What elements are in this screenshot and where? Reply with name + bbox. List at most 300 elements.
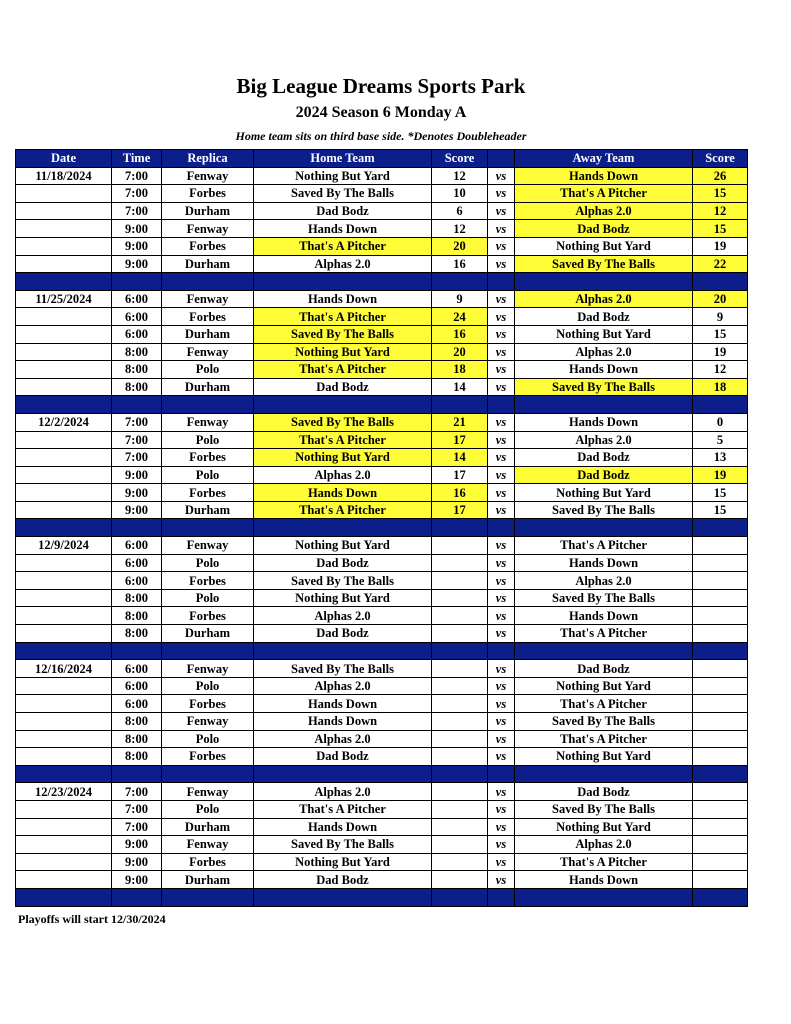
away-team: That's A Pitcher (515, 625, 693, 643)
away-score (693, 836, 748, 854)
home-team: Saved By The Balls (254, 836, 432, 854)
away-score: 15 (693, 325, 748, 343)
home-team: Dad Bodz (254, 378, 432, 396)
home-score: 12 (432, 167, 488, 185)
game-replica-field: Polo (162, 466, 254, 484)
vs-label: vs (488, 713, 515, 731)
game-replica-field: Fenway (162, 713, 254, 731)
game-time: 7:00 (112, 800, 162, 818)
separator-cell (693, 273, 748, 291)
home-team: Hands Down (254, 290, 432, 308)
game-date (16, 361, 112, 379)
home-team: That's A Pitcher (254, 431, 432, 449)
game-date (16, 202, 112, 220)
game-row (16, 713, 748, 731)
game-row (16, 290, 748, 308)
separator-cell (254, 273, 432, 291)
vs-label: vs (488, 818, 515, 836)
separator-cell (254, 765, 432, 783)
separator-cell (515, 519, 693, 537)
home-team: That's A Pitcher (254, 308, 432, 326)
game-row (16, 484, 748, 502)
home-team: Hands Down (254, 713, 432, 731)
home-team: Alphas 2.0 (254, 677, 432, 695)
game-row (16, 466, 748, 484)
home-team: Nothing But Yard (254, 343, 432, 361)
game-replica-field: Polo (162, 361, 254, 379)
separator-cell (488, 765, 515, 783)
game-date (16, 378, 112, 396)
vs-label: vs (488, 237, 515, 255)
away-score: 5 (693, 431, 748, 449)
game-row (16, 818, 748, 836)
separator-cell (693, 642, 748, 660)
game-row (16, 554, 748, 572)
game-time: 6:00 (112, 695, 162, 713)
separator-cell (693, 888, 748, 906)
separator-cell (112, 273, 162, 291)
vs-label: vs (488, 484, 515, 502)
col-time-header: Time (112, 150, 162, 168)
game-time: 8:00 (112, 748, 162, 766)
separator-cell (162, 519, 254, 537)
game-date (16, 466, 112, 484)
away-team: Alphas 2.0 (515, 572, 693, 590)
vs-label: vs (488, 660, 515, 678)
separator-cell (432, 765, 488, 783)
game-replica-field: Durham (162, 501, 254, 519)
vs-label: vs (488, 167, 515, 185)
game-time: 9:00 (112, 501, 162, 519)
away-score (693, 713, 748, 731)
separator-cell (112, 396, 162, 414)
away-score: 26 (693, 167, 748, 185)
game-replica-field: Polo (162, 589, 254, 607)
home-score (432, 748, 488, 766)
game-date (16, 431, 112, 449)
separator-cell (162, 642, 254, 660)
game-row (16, 449, 748, 467)
game-replica-field: Fenway (162, 220, 254, 238)
home-score (432, 800, 488, 818)
away-score: 9 (693, 308, 748, 326)
game-row (16, 202, 748, 220)
home-score: 16 (432, 484, 488, 502)
away-score: 18 (693, 378, 748, 396)
home-team: Saved By The Balls (254, 660, 432, 678)
game-time: 9:00 (112, 220, 162, 238)
vs-label: vs (488, 800, 515, 818)
home-score: 12 (432, 220, 488, 238)
separator-cell (693, 396, 748, 414)
separator-cell (254, 519, 432, 537)
week-separator (16, 642, 748, 660)
game-replica-field: Fenway (162, 783, 254, 801)
separator-cell (162, 765, 254, 783)
home-score (432, 660, 488, 678)
separator-cell (488, 273, 515, 291)
game-time: 7:00 (112, 167, 162, 185)
playoffs-note: Playoffs will start 12/30/2024 (18, 912, 166, 926)
game-date (16, 836, 112, 854)
home-score (432, 572, 488, 590)
vs-label: vs (488, 449, 515, 467)
game-date (16, 607, 112, 625)
vs-label: vs (488, 589, 515, 607)
separator-cell (693, 765, 748, 783)
home-team: Nothing But Yard (254, 449, 432, 467)
separator-cell (112, 519, 162, 537)
separator-cell (162, 888, 254, 906)
game-replica-field: Durham (162, 325, 254, 343)
away-team: Nothing But Yard (515, 325, 693, 343)
home-team: Alphas 2.0 (254, 730, 432, 748)
separator-cell (515, 273, 693, 291)
separator-cell (488, 519, 515, 537)
vs-label: vs (488, 695, 515, 713)
game-replica-field: Forbes (162, 449, 254, 467)
game-row (16, 800, 748, 818)
col-vs-header (488, 150, 515, 168)
separator-cell (162, 273, 254, 291)
game-replica-field: Durham (162, 818, 254, 836)
away-team: Nothing But Yard (515, 818, 693, 836)
home-score: 17 (432, 501, 488, 519)
game-time: 7:00 (112, 783, 162, 801)
separator-cell (16, 642, 112, 660)
separator-cell (693, 519, 748, 537)
game-time: 6:00 (112, 677, 162, 695)
game-replica-field: Polo (162, 554, 254, 572)
game-replica-field: Fenway (162, 290, 254, 308)
away-score (693, 695, 748, 713)
game-time: 8:00 (112, 607, 162, 625)
away-team: Hands Down (515, 361, 693, 379)
game-date (16, 572, 112, 590)
week-separator (16, 273, 748, 291)
game-row (16, 185, 748, 203)
separator-cell (432, 273, 488, 291)
away-team: Alphas 2.0 (515, 290, 693, 308)
home-team: Dad Bodz (254, 202, 432, 220)
separator-cell (515, 765, 693, 783)
away-score: 19 (693, 237, 748, 255)
game-row (16, 501, 748, 519)
separator-cell (488, 396, 515, 414)
home-team: Nothing But Yard (254, 589, 432, 607)
game-replica-field: Durham (162, 871, 254, 889)
vs-label: vs (488, 607, 515, 625)
away-team: Saved By The Balls (515, 589, 693, 607)
game-replica-field: Durham (162, 202, 254, 220)
away-team: That's A Pitcher (515, 695, 693, 713)
away-score (693, 537, 748, 555)
away-score (693, 677, 748, 695)
home-score: 16 (432, 325, 488, 343)
vs-label: vs (488, 836, 515, 854)
page-title: Big League Dreams Sports Park (236, 74, 526, 98)
home-score: 20 (432, 343, 488, 361)
separator-cell (16, 396, 112, 414)
separator-cell (515, 888, 693, 906)
separator-cell (432, 888, 488, 906)
away-score: 0 (693, 413, 748, 431)
home-team: Dad Bodz (254, 554, 432, 572)
home-score: 14 (432, 449, 488, 467)
game-time: 9:00 (112, 255, 162, 273)
game-replica-field: Fenway (162, 167, 254, 185)
away-score: 15 (693, 185, 748, 203)
separator-cell (16, 519, 112, 537)
game-row (16, 167, 748, 185)
vs-label: vs (488, 871, 515, 889)
home-team: That's A Pitcher (254, 237, 432, 255)
game-replica-field: Polo (162, 431, 254, 449)
game-date (16, 343, 112, 361)
home-team: Hands Down (254, 484, 432, 502)
away-team: Nothing But Yard (515, 677, 693, 695)
vs-label: vs (488, 325, 515, 343)
home-team: Nothing But Yard (254, 167, 432, 185)
away-score (693, 660, 748, 678)
away-team: Dad Bodz (515, 466, 693, 484)
away-score (693, 871, 748, 889)
home-score: 20 (432, 237, 488, 255)
game-replica-field: Fenway (162, 343, 254, 361)
week-separator (16, 396, 748, 414)
home-score (432, 607, 488, 625)
away-team: Saved By The Balls (515, 800, 693, 818)
away-team: Saved By The Balls (515, 501, 693, 519)
game-time: 8:00 (112, 589, 162, 607)
home-team: Saved By The Balls (254, 572, 432, 590)
game-row (16, 607, 748, 625)
away-team: That's A Pitcher (515, 853, 693, 871)
vs-label: vs (488, 554, 515, 572)
away-team: Alphas 2.0 (515, 202, 693, 220)
home-score (432, 713, 488, 731)
game-date (16, 237, 112, 255)
col-home-score-header: Score (432, 150, 488, 168)
game-replica-field: Durham (162, 625, 254, 643)
week-separator (16, 519, 748, 537)
home-team: Hands Down (254, 818, 432, 836)
game-time: 7:00 (112, 818, 162, 836)
home-team: That's A Pitcher (254, 501, 432, 519)
game-row (16, 378, 748, 396)
vs-label: vs (488, 361, 515, 379)
game-date (16, 554, 112, 572)
away-team: Saved By The Balls (515, 255, 693, 273)
vs-label: vs (488, 308, 515, 326)
away-score (693, 730, 748, 748)
separator-cell (432, 519, 488, 537)
away-score: 15 (693, 220, 748, 238)
away-team: Dad Bodz (515, 783, 693, 801)
away-score (693, 554, 748, 572)
game-replica-field: Fenway (162, 836, 254, 854)
vs-label: vs (488, 466, 515, 484)
away-team: Hands Down (515, 554, 693, 572)
game-replica-field: Forbes (162, 853, 254, 871)
home-score: 16 (432, 255, 488, 273)
home-team: That's A Pitcher (254, 361, 432, 379)
home-score: 14 (432, 378, 488, 396)
game-time: 9:00 (112, 484, 162, 502)
game-date: 12/16/2024 (16, 660, 112, 678)
game-time: 8:00 (112, 713, 162, 731)
separator-cell (432, 396, 488, 414)
game-date (16, 589, 112, 607)
away-team: Nothing But Yard (515, 237, 693, 255)
game-time: 7:00 (112, 449, 162, 467)
col-home-team-header: Home Team (254, 150, 432, 168)
home-team: Nothing But Yard (254, 537, 432, 555)
away-team: Alphas 2.0 (515, 836, 693, 854)
game-time: 7:00 (112, 202, 162, 220)
separator-cell (515, 396, 693, 414)
game-date (16, 818, 112, 836)
away-team: Hands Down (515, 167, 693, 185)
game-row (16, 255, 748, 273)
game-row (16, 871, 748, 889)
home-score: 9 (432, 290, 488, 308)
away-team: Hands Down (515, 607, 693, 625)
away-score: 19 (693, 343, 748, 361)
separator-cell (112, 642, 162, 660)
game-time: 8:00 (112, 378, 162, 396)
home-team-note: Home team sits on third base side. *Denotes Doubleheader (235, 129, 527, 143)
game-date (16, 625, 112, 643)
separator-cell (432, 642, 488, 660)
away-score (693, 607, 748, 625)
home-score (432, 783, 488, 801)
game-row (16, 695, 748, 713)
home-score (432, 818, 488, 836)
away-team: Hands Down (515, 871, 693, 889)
home-score: 21 (432, 413, 488, 431)
game-replica-field: Forbes (162, 237, 254, 255)
game-row (16, 748, 748, 766)
game-date (16, 308, 112, 326)
game-replica-field: Polo (162, 730, 254, 748)
game-date: 12/9/2024 (16, 537, 112, 555)
col-replica-header: Replica (162, 150, 254, 168)
away-score: 13 (693, 449, 748, 467)
home-score (432, 554, 488, 572)
vs-label: vs (488, 748, 515, 766)
game-replica-field: Forbes (162, 607, 254, 625)
game-date (16, 871, 112, 889)
separator-cell (16, 765, 112, 783)
home-team: Saved By The Balls (254, 413, 432, 431)
vs-label: vs (488, 220, 515, 238)
separator-cell (254, 396, 432, 414)
away-team: Alphas 2.0 (515, 343, 693, 361)
home-team: Dad Bodz (254, 748, 432, 766)
away-team: Saved By The Balls (515, 378, 693, 396)
game-row (16, 730, 748, 748)
game-date (16, 713, 112, 731)
home-team: Hands Down (254, 220, 432, 238)
game-date (16, 501, 112, 519)
home-score: 10 (432, 185, 488, 203)
vs-label: vs (488, 290, 515, 308)
home-team: Nothing But Yard (254, 853, 432, 871)
away-score: 12 (693, 361, 748, 379)
col-date-header: Date (16, 150, 112, 168)
vs-label: vs (488, 202, 515, 220)
home-team: Saved By The Balls (254, 325, 432, 343)
schedule-table (15, 149, 748, 907)
vs-label: vs (488, 537, 515, 555)
game-replica-field: Fenway (162, 537, 254, 555)
away-score (693, 625, 748, 643)
away-score: 15 (693, 484, 748, 502)
game-time: 8:00 (112, 343, 162, 361)
game-date: 11/18/2024 (16, 167, 112, 185)
game-row (16, 625, 748, 643)
game-row (16, 853, 748, 871)
header-row (16, 150, 748, 168)
game-row (16, 237, 748, 255)
vs-label: vs (488, 572, 515, 590)
vs-label: vs (488, 413, 515, 431)
home-score: 18 (432, 361, 488, 379)
home-score (432, 677, 488, 695)
game-row (16, 783, 748, 801)
game-replica-field: Durham (162, 378, 254, 396)
home-score (432, 730, 488, 748)
separator-cell (16, 888, 112, 906)
game-row (16, 537, 748, 555)
away-team: Nothing But Yard (515, 748, 693, 766)
game-row (16, 677, 748, 695)
vs-label: vs (488, 853, 515, 871)
home-score (432, 853, 488, 871)
separator-cell (162, 396, 254, 414)
game-time: 7:00 (112, 431, 162, 449)
home-team: Saved By The Balls (254, 185, 432, 203)
vs-label: vs (488, 343, 515, 361)
away-team: Alphas 2.0 (515, 431, 693, 449)
season-subtitle: 2024 Season 6 Monday A (295, 104, 467, 121)
game-time: 9:00 (112, 871, 162, 889)
game-row (16, 220, 748, 238)
home-team: Alphas 2.0 (254, 783, 432, 801)
week-separator (16, 888, 748, 906)
game-row (16, 836, 748, 854)
game-date (16, 220, 112, 238)
separator-cell (112, 888, 162, 906)
home-score (432, 871, 488, 889)
away-team: Dad Bodz (515, 660, 693, 678)
away-team: That's A Pitcher (515, 537, 693, 555)
game-date (16, 325, 112, 343)
home-team: Dad Bodz (254, 871, 432, 889)
away-team: Dad Bodz (515, 220, 693, 238)
home-score: 17 (432, 466, 488, 484)
home-team: Alphas 2.0 (254, 607, 432, 625)
game-time: 6:00 (112, 572, 162, 590)
game-time: 6:00 (112, 325, 162, 343)
home-score: 6 (432, 202, 488, 220)
game-date (16, 853, 112, 871)
away-score (693, 783, 748, 801)
col-away-score-header: Score (693, 150, 748, 168)
game-time: 6:00 (112, 290, 162, 308)
vs-label: vs (488, 255, 515, 273)
